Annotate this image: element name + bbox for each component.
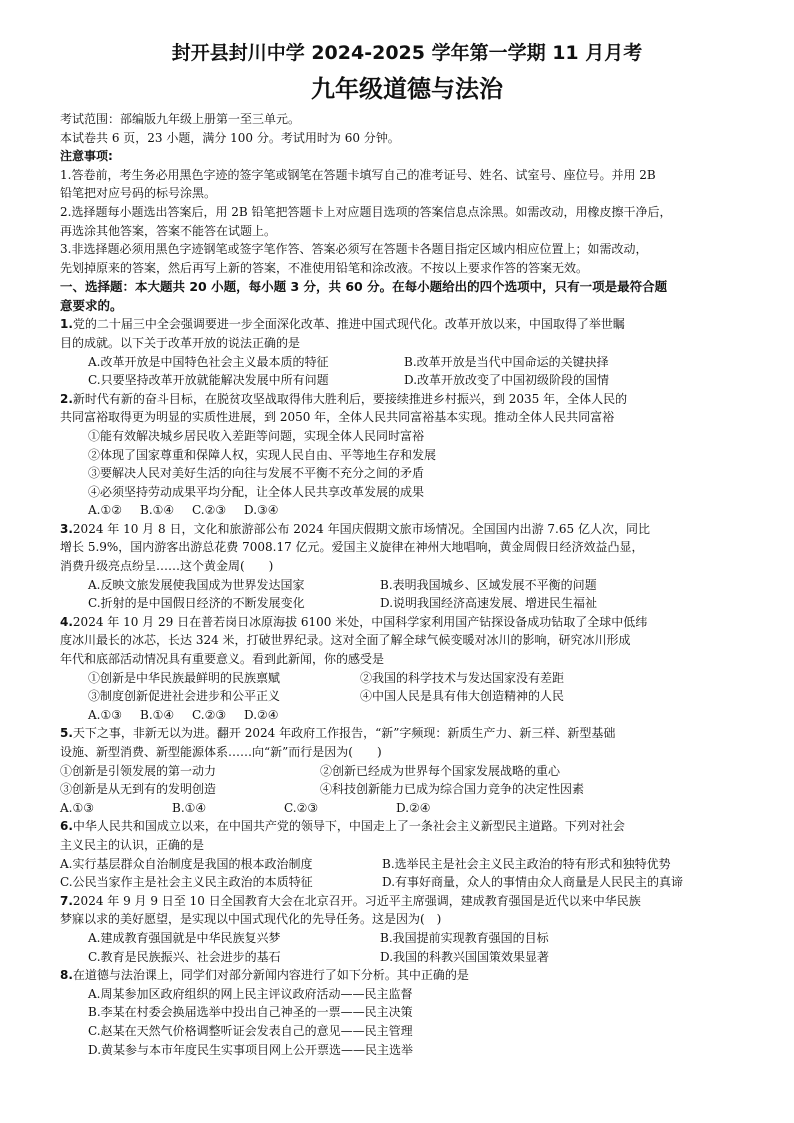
instruction-2-line-1: 2.选择题每小题选出答案后，用 2B 铅笔把答题卡上对应题目选项的答案信息点涂黑。如需改动，用橡皮擦干净后， [60,204,672,219]
exam-page [60,40,754,1059]
question-number: 6. [60,819,73,834]
question-number: 5. [60,726,73,741]
option-b: B.①④ [140,707,175,722]
instructions [60,147,754,277]
question-text: 天下之事，非新无以为进。翻开 2024 年政府工作报告，“新”字频现：新质生产力、新三样、新型基础 [72,726,616,741]
question-number: 8. [60,968,73,983]
option-a: A.①③ [88,707,122,722]
option-d: D.改革开放改变了中国初级阶段的国情 [404,373,610,388]
option-d: D.我国的科教兴国国策效果显著 [380,949,550,964]
statement-1: ①创新是引领发展的第一动力 [60,763,217,778]
instructions-heading: 注意事项: [60,149,113,164]
question-3 [60,520,754,613]
question-number: 3. [60,521,73,536]
option-d: D.③④ [244,503,279,518]
option-b: B.①④ [172,800,207,815]
question-number: 2. [60,391,73,406]
statement-4: ④必须坚持劳动成果平均分配，让全体人民共享改革发展的成果 [88,484,425,499]
question-7 [60,892,754,966]
statement-2: ②体现了国家尊重和保障人权，实现人民自由、平等地生存和发展 [88,447,437,462]
option-c: C.折射的是中国假日经济的不断发展变化 [88,596,305,611]
statement-3: ③制度创新促进社会进步和公平正义 [88,689,281,704]
statement-4: ④中国人民是具有伟大创造精神的人民 [360,689,565,704]
option-a: A.反映文旅发展使我国成为世界发达国家 [88,577,305,592]
option-b: B.表明我国城乡、区域发展不平衡的问题 [380,577,597,592]
option-a: A.建成教育强国就是中华民族复兴梦 [88,930,281,945]
option-d: D.②④ [396,800,431,815]
instruction-2-line-2: 再选涂其他答案，答案不能答在试题上。 [60,223,277,238]
instruction-3-line-2: 先划掉原来的答案，然后再写上新的答案，不准使用铅笔和涂改液。不按以上要求作答的答案无效。 [60,260,589,275]
option-a: A.①② [88,503,122,518]
statement-2: ②我国的科学技术与发达国家没有差距 [360,670,565,685]
question-text: 2024 年 10 月 8 日，文化和旅游部公布 2024 年国庆假期文旅市场情况。全国国内出游 7.65 亿人次，同比 [72,521,650,536]
statement-1: ①创新是中华民族最鲜明的民族禀赋 [88,670,281,685]
question-text: 2024 年 9 月 9 日至 10 日全国教育大会在北京召开。习近平主席强调，建成教育强国是近代以来中华民族 [72,893,641,908]
question-number: 4. [60,614,73,629]
option-d: D.说明我国经济高速发展、增进民生福祉 [380,596,598,611]
question-text: 中华人民共和国成立以来，在中国共产党的领导下，中国走上了一条社会主义新型民主道路。下列对社会 [72,819,625,834]
option-a: A.实行基层群众自治制度是我国的根本政治制度 [60,856,313,871]
statement-3: ③要解决人民对美好生活的向往与发展不平衡不充分之间的矛盾 [88,466,425,481]
instruction-1-line-1: 1.答卷前，考生务必用黑色字迹的签字笔或钢笔在答题卡填写自己的准考证号、姓名、试室号、座位号。并用 2B [60,167,656,182]
question-text: 增长 5.9%，国内游客出游总花费 7008.17 亿元。爱国主义旋律在神州大地唱响，黄金周假日经济效益凸显， [60,540,644,555]
option-c: C.教育是民族振兴、社会进步的基石 [88,949,281,964]
question-text: 共同富裕取得更为明显的实质性进展，到 2050 年，全体人民共同富裕基本实现。推动全体人民共同富裕 [60,410,615,425]
question-2 [60,390,754,520]
option-c: C.只要坚持改革开放就能解决发展中所有问题 [88,373,329,388]
option-c: C.赵某在天然气价格调整听证会发表自己的意见——民主管理 [88,1023,413,1038]
instruction-3-line-1: 3.非选择题必须用黑色字迹钢笔或签字笔作答、答案必须写在答题卡各题目指定区域内相应位置上；如需改动， [60,242,648,257]
question-6 [60,817,754,891]
question-text: 目的成就。以下关于改革开放的说法正确的是 [60,335,301,350]
option-c: C.②③ [284,800,319,815]
statement-1: ①能有效解决城乡居民收入差距等问题，实现全体人民同时富裕 [88,428,425,443]
question-number: 7. [60,893,73,908]
option-c: C.②③ [192,503,227,518]
option-d: D.②④ [244,707,279,722]
question-text: 消费升级亮点纷呈……这个黄金周( ) [60,559,274,574]
exam-range: 考试范围：部编版九年级上册第一至三单元。 [60,112,301,126]
question-text: 新时代有新的奋斗目标，在脱贫攻坚战取得伟大胜利后，要接续推进乡村振兴，到 2035 年，全体人民的 [72,391,628,406]
option-c: C.②③ [192,707,227,722]
option-a: A.周某参加区政府组织的网上民主评议政府活动——民主监督 [88,986,413,1001]
question-number: 1. [60,317,73,332]
option-b: B.我国提前实现教育强国的目标 [380,930,549,945]
question-text: 2024 年 10 月 29 日在普若岗日冰原海拔 6100 米处，中国科学家利用国产钻探设备成功钻取了全球中低纬 [72,614,648,629]
statement-2: ②创新已经成为世界每个国家发展战略的重心 [320,763,561,778]
option-c: C.公民当家作主是社会主义民主政治的本质特征 [60,875,313,890]
instruction-1-line-2: 铅笔把对应号码的标号涂黑。 [60,186,217,201]
option-a: A.改革开放是中国特色社会主义最本质的特征 [88,354,329,369]
question-text: 主义民主的认识，正确的是 [60,837,205,852]
exam-header: 封开县封川中学 2024-2025 学年第一学期 11 月月考 [171,42,643,64]
option-b: B.李某在村委会换届选举中投出自己神圣的一票——民主决策 [88,1005,413,1020]
option-b: B.改革开放是当代中国命运的关键抉择 [404,354,609,369]
section-heading-line-2: 意要求的。 [60,298,123,314]
option-b: B.选举民主是社会主义民主政治的特有形式和独特优势 [382,856,671,871]
statement-4: ④科技创新能力已成为综合国力竞争的决定性因素 [320,782,585,797]
option-d: D.黄某参与本市年度民生实事项目网上公开票选——民主选举 [88,1042,414,1057]
subject-title: 九年级道德与法治 [311,75,503,103]
exam-summary: 本试卷共 6 页，23 小题，满分 100 分。考试用时为 60 分钟。 [60,130,400,145]
option-b: B.①④ [140,503,175,518]
question-1 [60,315,754,389]
option-d: D.有事好商量，众人的事情由众人商量是人民民主的真谛 [382,875,684,890]
question-text: 党的二十届三中全会强调要进一步全面深化改革、推进中国式现代化。改革开放以来，中国取得了举世瞩 [72,317,625,332]
statement-3: ③创新是从无到有的发明创造 [60,782,217,797]
question-text: 设施、新型消费、新型能源体系……向“新”而行是因为( ) [60,745,382,759]
question-8 [60,966,754,1059]
question-text: 度冰川最长的冰芯，长达 324 米，打破世界纪录。这对全面了解全球气候变暖对冰川的影响，研究冰川形成 [60,633,631,648]
question-5 [60,724,754,817]
option-a: A.①③ [60,800,94,815]
question-text: 梦寐以求的美好愿望，是实现以中国式现代化的先导任务。这是因为( ) [60,912,442,927]
question-text: 年代和底部活动情况具有重要意义。看到此新闻，你的感受是 [60,652,385,667]
question-text: 在道德与法治课上，同学们对部分新闻内容进行了如下分析。其中正确的是 [72,968,469,983]
question-4 [60,613,754,725]
section-heading-line-1: 一、选择题：本大题共 20 小题，每小题 3 分，共 60 分。在每小题给出的四个选项中，只有一项是最符合题 [60,279,668,295]
